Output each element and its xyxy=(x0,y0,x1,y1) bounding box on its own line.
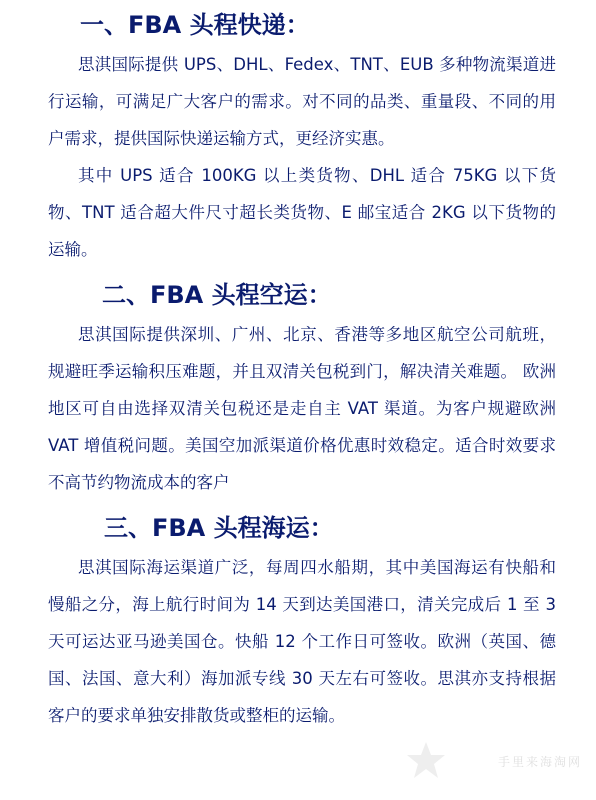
paragraph: 思淇国际提供深圳、广州、北京、香港等多地区航空公司航班，规避旺季运输积压难题，并且双清关包税到门，解决清关难题。 欧洲地区可自由选择双清关包税还是走自主 VAT 渠道。为客户规避欧洲 VAT 增值税问题。美国空加派渠道价格优惠时效稳定。适合时效要求不高节约物流成本的客户 xyxy=(48,325,556,492)
paragraph: 思淇国际提供 UPS、DHL、Fedex、TNT、EUB 多种物流渠道进行运输，可满足广大客户的需求。对不同的品类、重量段、不同的用户需求，提供国际快递运输方式，更经济实惠。 xyxy=(48,55,556,148)
section-heading-sea: 三、FBA 头程海运： xyxy=(104,514,334,542)
section-express xyxy=(0,0,596,268)
watermark-star-icon xyxy=(406,740,446,780)
section-sea xyxy=(0,501,596,734)
paragraph: 思淇国际海运渠道广泛，每周四水船期，其中美国海运有快船和慢船之分，海上航行时间为 14 天到达美国港口，清关完成后 1 至 3 天可运达亚马逊美国仓。快船 12 个工作日可签收。欧洲（英国、德国、法国、意大利）海加派专线 30 天左右可签收。思淇亦支持根据客户的要求单独安排散货或整柜的运输。 xyxy=(48,558,556,725)
paragraph: 其中 UPS 适合 100KG 以上类货物、DHL 适合 75KG 以下货物、TNT 适合超大件尺寸超长类货物、E 邮宝适合 2KG 以下货物的运输。 xyxy=(48,166,556,259)
section-heading-express: 一、FBA 头程快递： xyxy=(80,11,310,39)
section-heading-air: 二、FBA 头程空运： xyxy=(102,281,332,309)
section-air xyxy=(0,268,596,501)
watermark: 手里来海淘网 xyxy=(497,755,582,769)
